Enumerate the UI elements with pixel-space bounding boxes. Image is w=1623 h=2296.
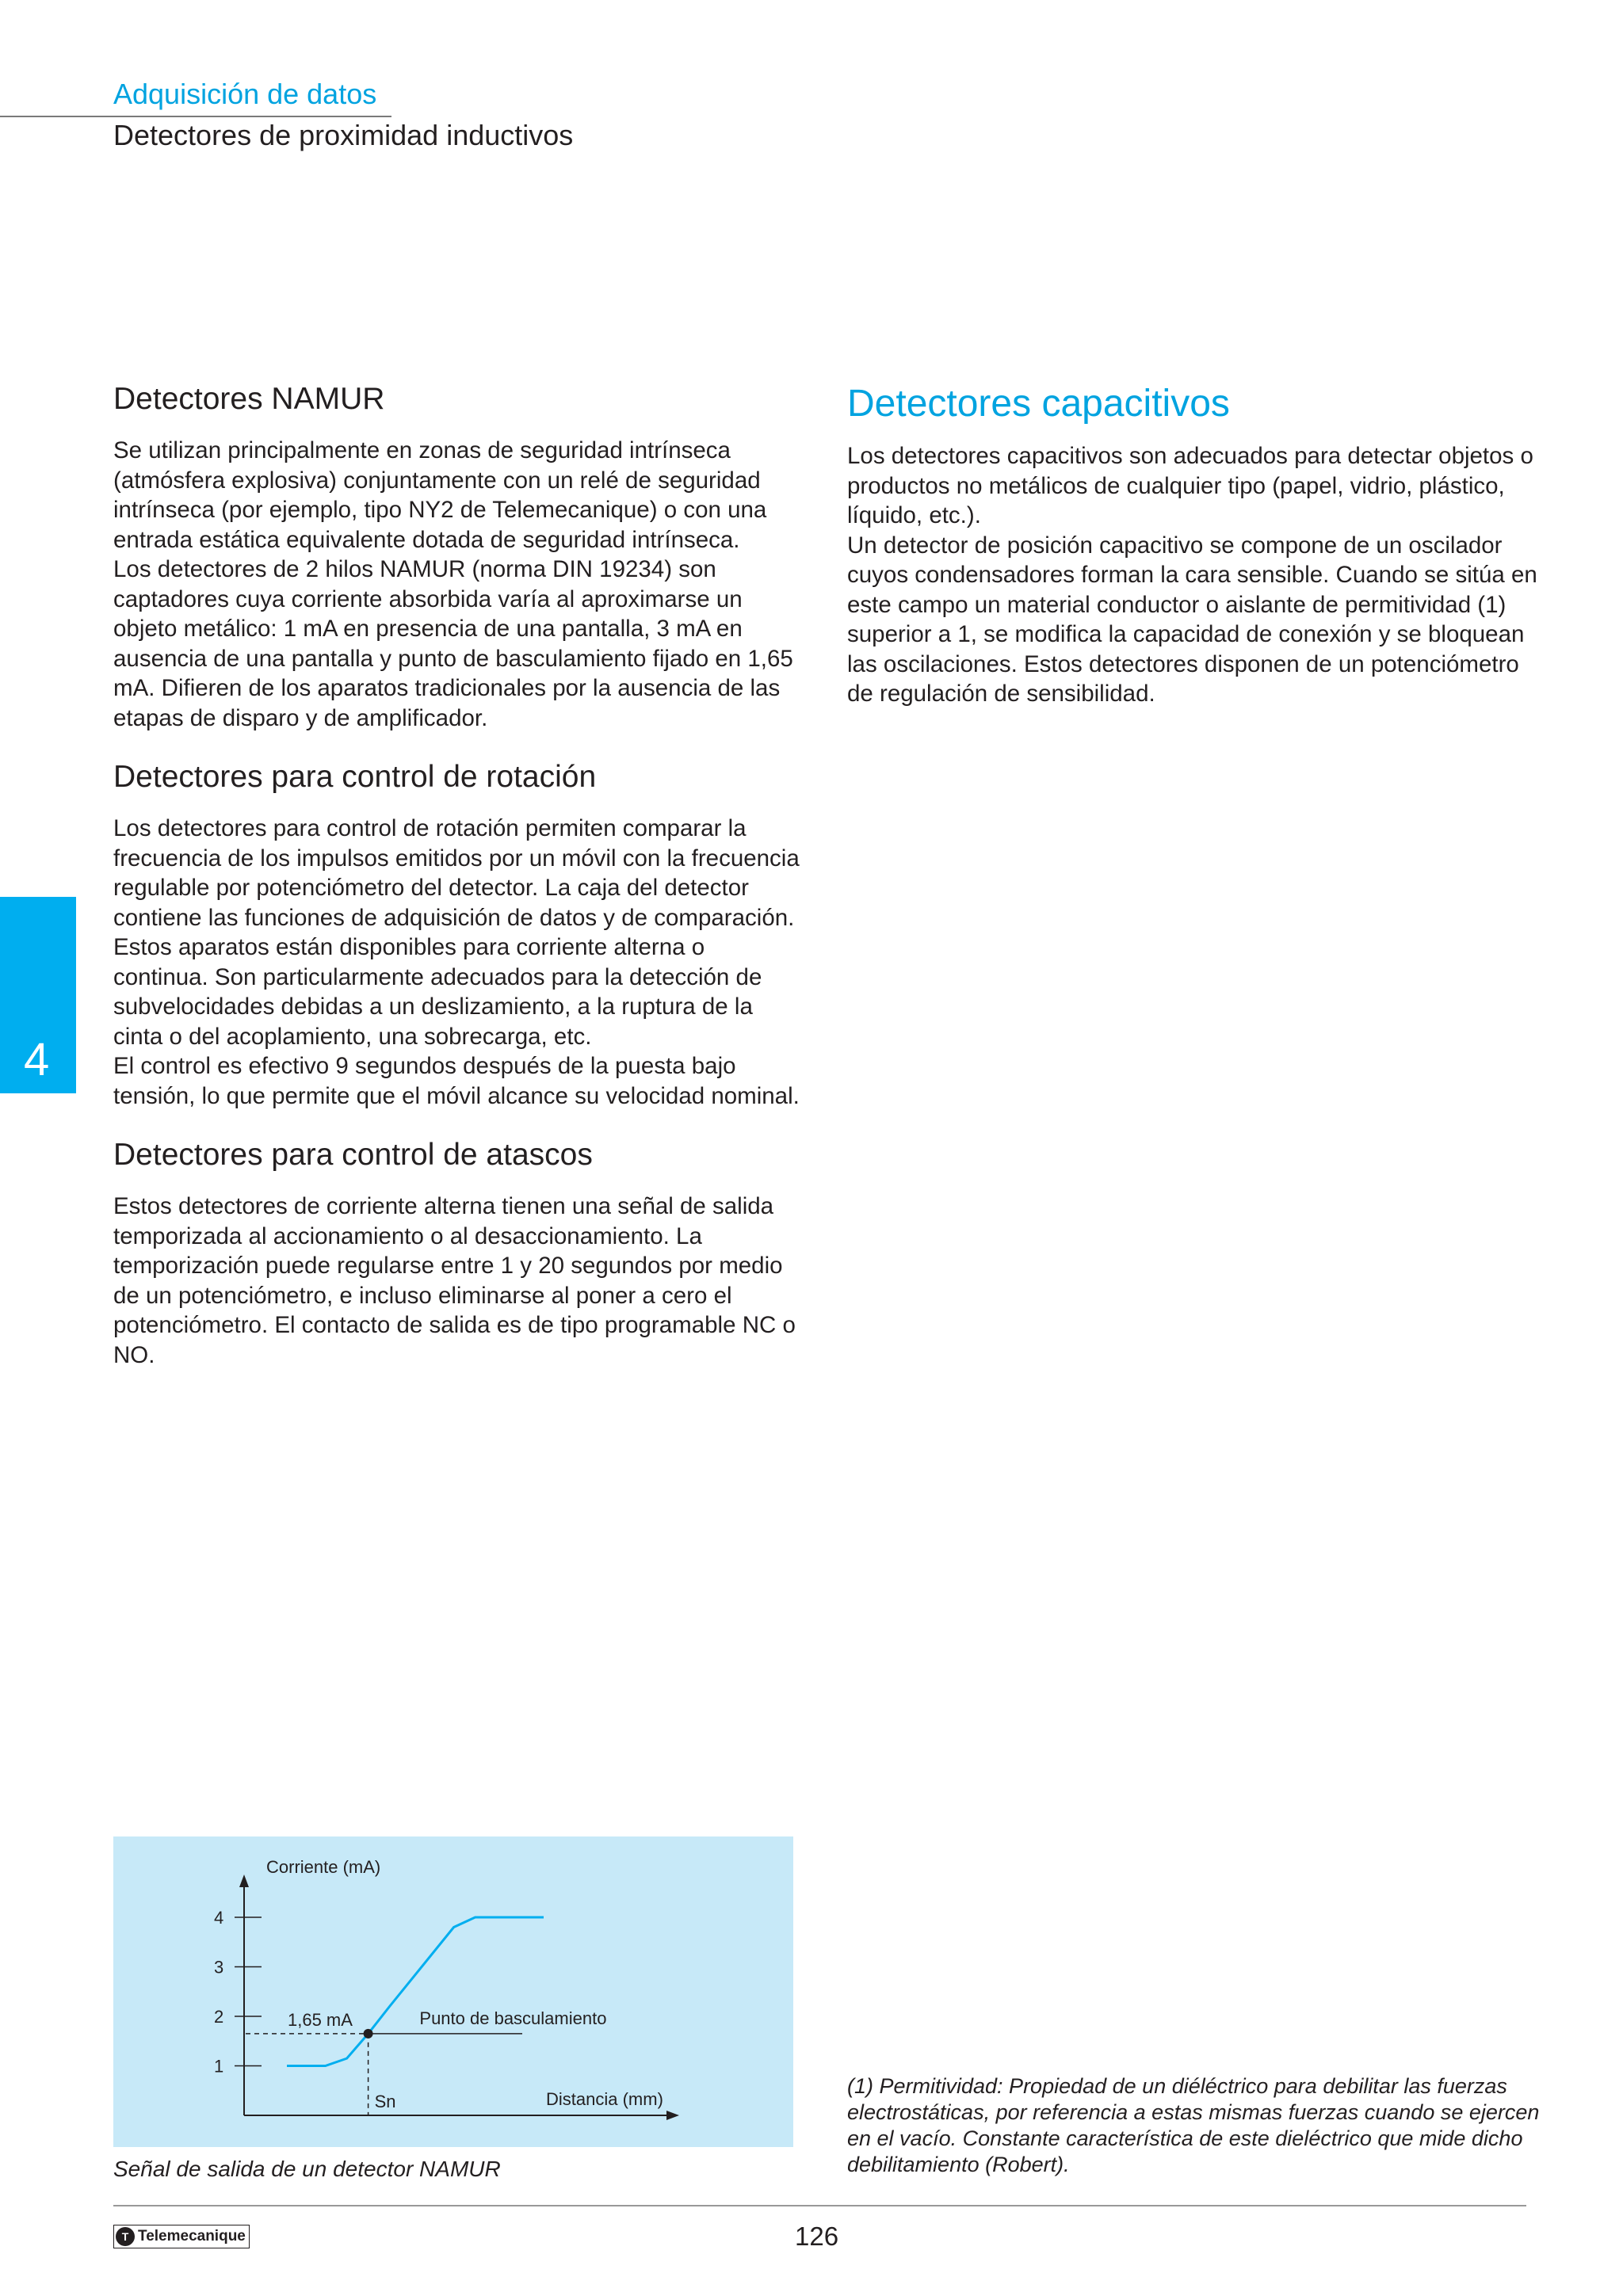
y-tick-label: 1: [214, 2056, 224, 2077]
brand-logo: [113, 2225, 250, 2248]
paragraph: El control es efectivo 9 segundos después de la puesta bajo tensión, lo que permite que el móvil alcance su velocidad nominal.: [113, 1053, 800, 1109]
paragraph: Los detectores de 2 hilos NAMUR (norma DIN 19234) son captadores cuya corriente absorbida varía al aproximarse un objeto metálico: 1 mA en presencia de una pantalla, 3 mA en ausencia de una pantalla y punto de basculamiento fijado en 1,65 mA. Difieren de los aparatos tradicionales por la ausencia de las etapas de disparo y de amplificador.: [113, 556, 793, 731]
right-column: [847, 382, 1545, 709]
threshold-value-label: 1,65 mA: [288, 2009, 353, 2030]
section-heading: Detectores NAMUR: [113, 382, 385, 416]
section-heading: Detectores para control de rotación: [113, 760, 597, 794]
y-axis-label: Corriente (mA): [266, 1857, 381, 1877]
sn-label: Sn: [374, 2092, 396, 2111]
paragraph: Estos detectores de corriente alterna tienen una señal de salida temporizada al accionamiento o al desaccionamiento. La temporización puede regularse entre 1 y 20 segundos por medio de un potenciómetro, e incluso eliminarse al poner a cero el potenciómetro. El contacto de salida es de tipo programable NC o NO.: [113, 1193, 796, 1368]
section-namur: [113, 382, 803, 733]
y-axis-arrow: [239, 1875, 249, 1887]
x-axis-label: Distancia (mm): [546, 2089, 663, 2109]
section-title: Adquisición de datos: [113, 78, 377, 110]
brand-logo-icon: T: [116, 2227, 135, 2246]
namur-chart: [113, 1836, 793, 2147]
left-column: [113, 382, 803, 1397]
page-number: 126: [795, 2222, 839, 2251]
threshold-line-label: Punto de basculamiento: [419, 2008, 607, 2028]
section-rotacion: [113, 760, 803, 1111]
chapter-number: 4: [24, 1034, 50, 1085]
y-tick-label: 2: [214, 2007, 224, 2027]
y-tick-label: 4: [214, 1908, 224, 1928]
paragraph: Los detectores para control de rotación permiten comparar la frecuencia de los impulsos emitidos por un móvil con la frecuencia regulable por potenciómetro del detector. La caja del detector contiene las funciones de adquisición de datos y de comparación.: [113, 815, 800, 931]
footer-divider: [113, 2205, 1526, 2206]
paragraph: Se utilizan principalmente en zonas de seguridad intrínseca (atmósfera explosiva) conjuntamente con un relé de seguridad intrínseca (por ejemplo, tipo NY2 de Telemecanique) o con una entrada estática equivalente dotada de seguridad intrínseca.: [113, 437, 767, 553]
switching-point: [364, 2029, 373, 2039]
page-title: Detectores de proximidad inductivos: [113, 119, 574, 151]
namur-chart-figure: [113, 1836, 793, 2147]
brand-name: Telemecanique: [138, 2228, 246, 2245]
y-tick-label: 3: [214, 1957, 224, 1978]
section-heading: Detectores para control de atascos: [113, 1138, 593, 1172]
chapter-tab: [0, 897, 76, 1093]
figure-caption: Señal de salida de un detector NAMUR: [113, 2157, 501, 2181]
paragraph: Los detectores capacitivos son adecuados para detectar objetos o productos no metálicos de cualquier tipo (papel, vidrio, plástico, líquido, etc.).: [847, 443, 1533, 528]
section-atascos: [113, 1138, 803, 1370]
capacitivos-heading: Detectores capacitivos: [847, 383, 1230, 425]
header-divider: [0, 116, 391, 117]
paragraph: Estos aparatos están disponibles para corriente alterna o continua. Son particularmente adecuados para la detección de subvelocidades debidas a un deslizamiento, a la ruptura de la cinta o del acoplamiento, una sobrecarga, etc.: [113, 934, 762, 1050]
paragraph: Un detector de posición capacitivo se compone de un oscilador cuyos condensadores forman la cara sensible. Cuando se sitúa en este campo un material conductor o aislante de permitividad (1) superior a 1, se modifica la capacidad de conexión y se bloquean las oscilaciones. Estos detectores disponen de un potenciómetro de regulación de sensibilidad.: [847, 532, 1537, 707]
footnote: (1) Permitividad: Propiedad de un diéléctrico para debilitar las fuerzas electrostáticas, por referencia a estas mismas fuerzas cuando se ejercen en el vacío. Constante característica de este dieléctrico que mide dicho debilitamiento (Robert).: [847, 2074, 1540, 2176]
x-axis-arrow: [666, 2111, 679, 2120]
series-curve: [287, 1917, 544, 2066]
